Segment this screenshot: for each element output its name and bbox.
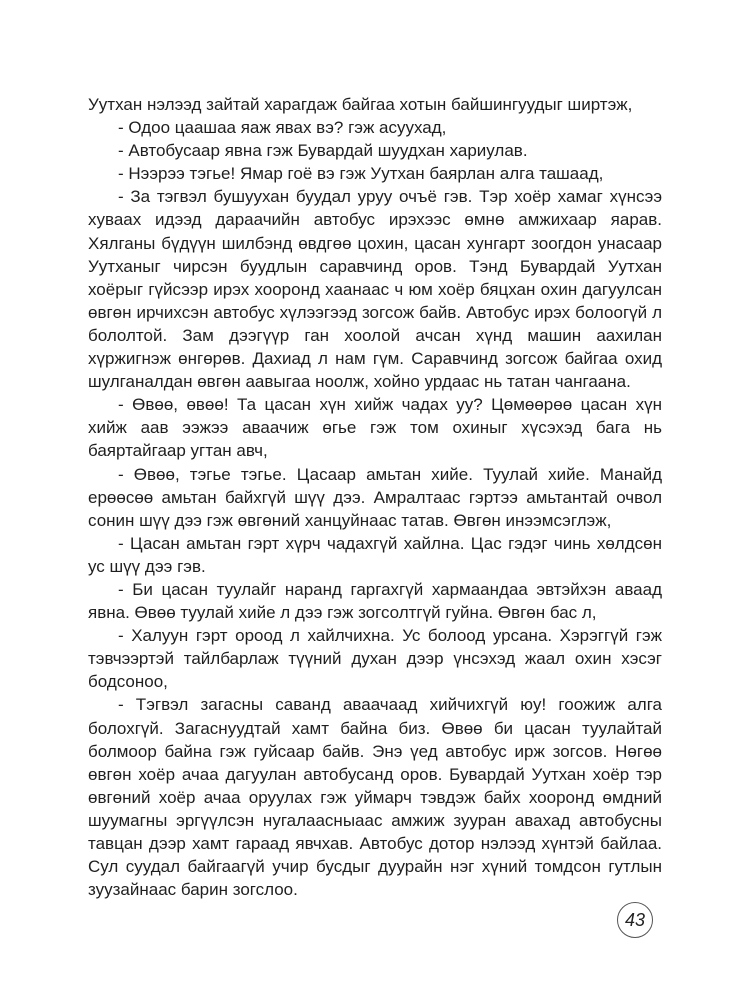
paragraph: - Нээрээ тэгье! Ямар гоё вэ гэж Уутхан баярлан алга ташаад, (118, 164, 604, 184)
paragraph: - Тэгвэл загасны саванд аваачаад хийчихгүй юу! гоожиж алга болохгүй. Загаснуудтай хамт байна биз. Өвөө би цасан туулайтай болмоор байна гэж гуйсаар байв. Энэ үед автобус ирж зогсов. Нөгөө өвгөн хоёр ачаа дагуулан автобусанд оров. Бувардай Уутхан хоёр тэр өвгөний хоёр ачаа оруулах гэж уймарч тэвдэж байх хооронд өмдний шуумагны эргүүлсэн нугалаасныаас амжиж зууран авахад автобусны тавцан дээр хамт гараад явчхав. Автобус дотор нэлээд хүнтэй байлаа. Сул суудал байгаагүй учир бусдыг дуурайн нэг хүний томдсон гутлын зуузайнаас барин зогслоо. (88, 695, 662, 900)
paragraph: - Автобусаар явна гэж Бувардай шуудхан хариулав. (118, 141, 528, 161)
paragraph: Уутхан нэлээд зайтай харагдаж байгаа хотын байшингуудыг ширтэж, (88, 95, 633, 114)
paragraph: - Өвөө, тэгье тэгье. Цасаар амьтан хийе. Туулай хийе. Манайд ерөөсөө амьтан байхгүй шүү дээ. Амралтаас гэртээ амьтантай очвол сонин шүү дээ гэж өвгөний ханцуйнаас татав. Өвгөн инээмсэглэж, (88, 464, 662, 530)
paragraph: - Халуун гэрт ороод л хайлчихна. Ус болоод урсана. Хэрэггүй гэж тэвчээртэй тайлбарлаж түүний духан дээр үнсэхэд жаал охин хэсэг бодсоноо, (88, 626, 662, 692)
paragraph: - Би цасан туулайг наранд гаргахгүй хармаандаа эвтэйхэн аваад явна. Өвөө туулай хийе л дээ гэж зогсолтгүй гуйна. Өвгөн бас л, (88, 579, 662, 623)
paragraph: - Цасан амьтан гэрт хүрч чадахгүй хайлна. Цас гэдэг чинь хөлдсөн ус шүү дээ гэв. (88, 533, 662, 576)
page-body (88, 93, 662, 901)
paragraph: - За тэгвэл бушуухан буудал уруу очъё гэв. Тэр хоёр хамаг хүнсээ хуваах идээд дараачийн автобус ирэхээс өмнө амжихаар яарав. Хялганы бүдүүн шилбэнд өвдгөө цохин, цасан хунгарт зоогдон унасаар Уутханыг чирсэн буудлын саравчинд оров. Тэнд Бувардай Уутхан хоёрыг гүйсээр ирэх хооронд хаанаас ч юм хоёр бяцхан охин дагуулсан өвгөн ирчихсэн автобус хүлээгээд зогсож байв. Автобус ирэх болоогүй л бололтой. Зам дээгүүр ган хоолой ачсан хүнд машин аахилан хүржигнэж өнгөрөв. Дахиад л нам гүм. Саравчинд зогсож байгаа охид шулганалдан өвгөн аавыгаа ноолж, хойно урдаас нь татан чангаана. (88, 187, 662, 392)
paragraph: - Одоо цаашаа яаж явах вэ? гэж асуухад, (118, 118, 447, 138)
page-number: 43 (617, 902, 653, 938)
paragraph: - Өвөө, өвөө! Та цасан хүн хийж чадах уу? Цөмөөрөө цасан хүн хийж аав ээжээ аваачиж өгье гэж том охиныг хүсэхэд бага нь баяртайгаар угтан авч, (88, 395, 662, 461)
